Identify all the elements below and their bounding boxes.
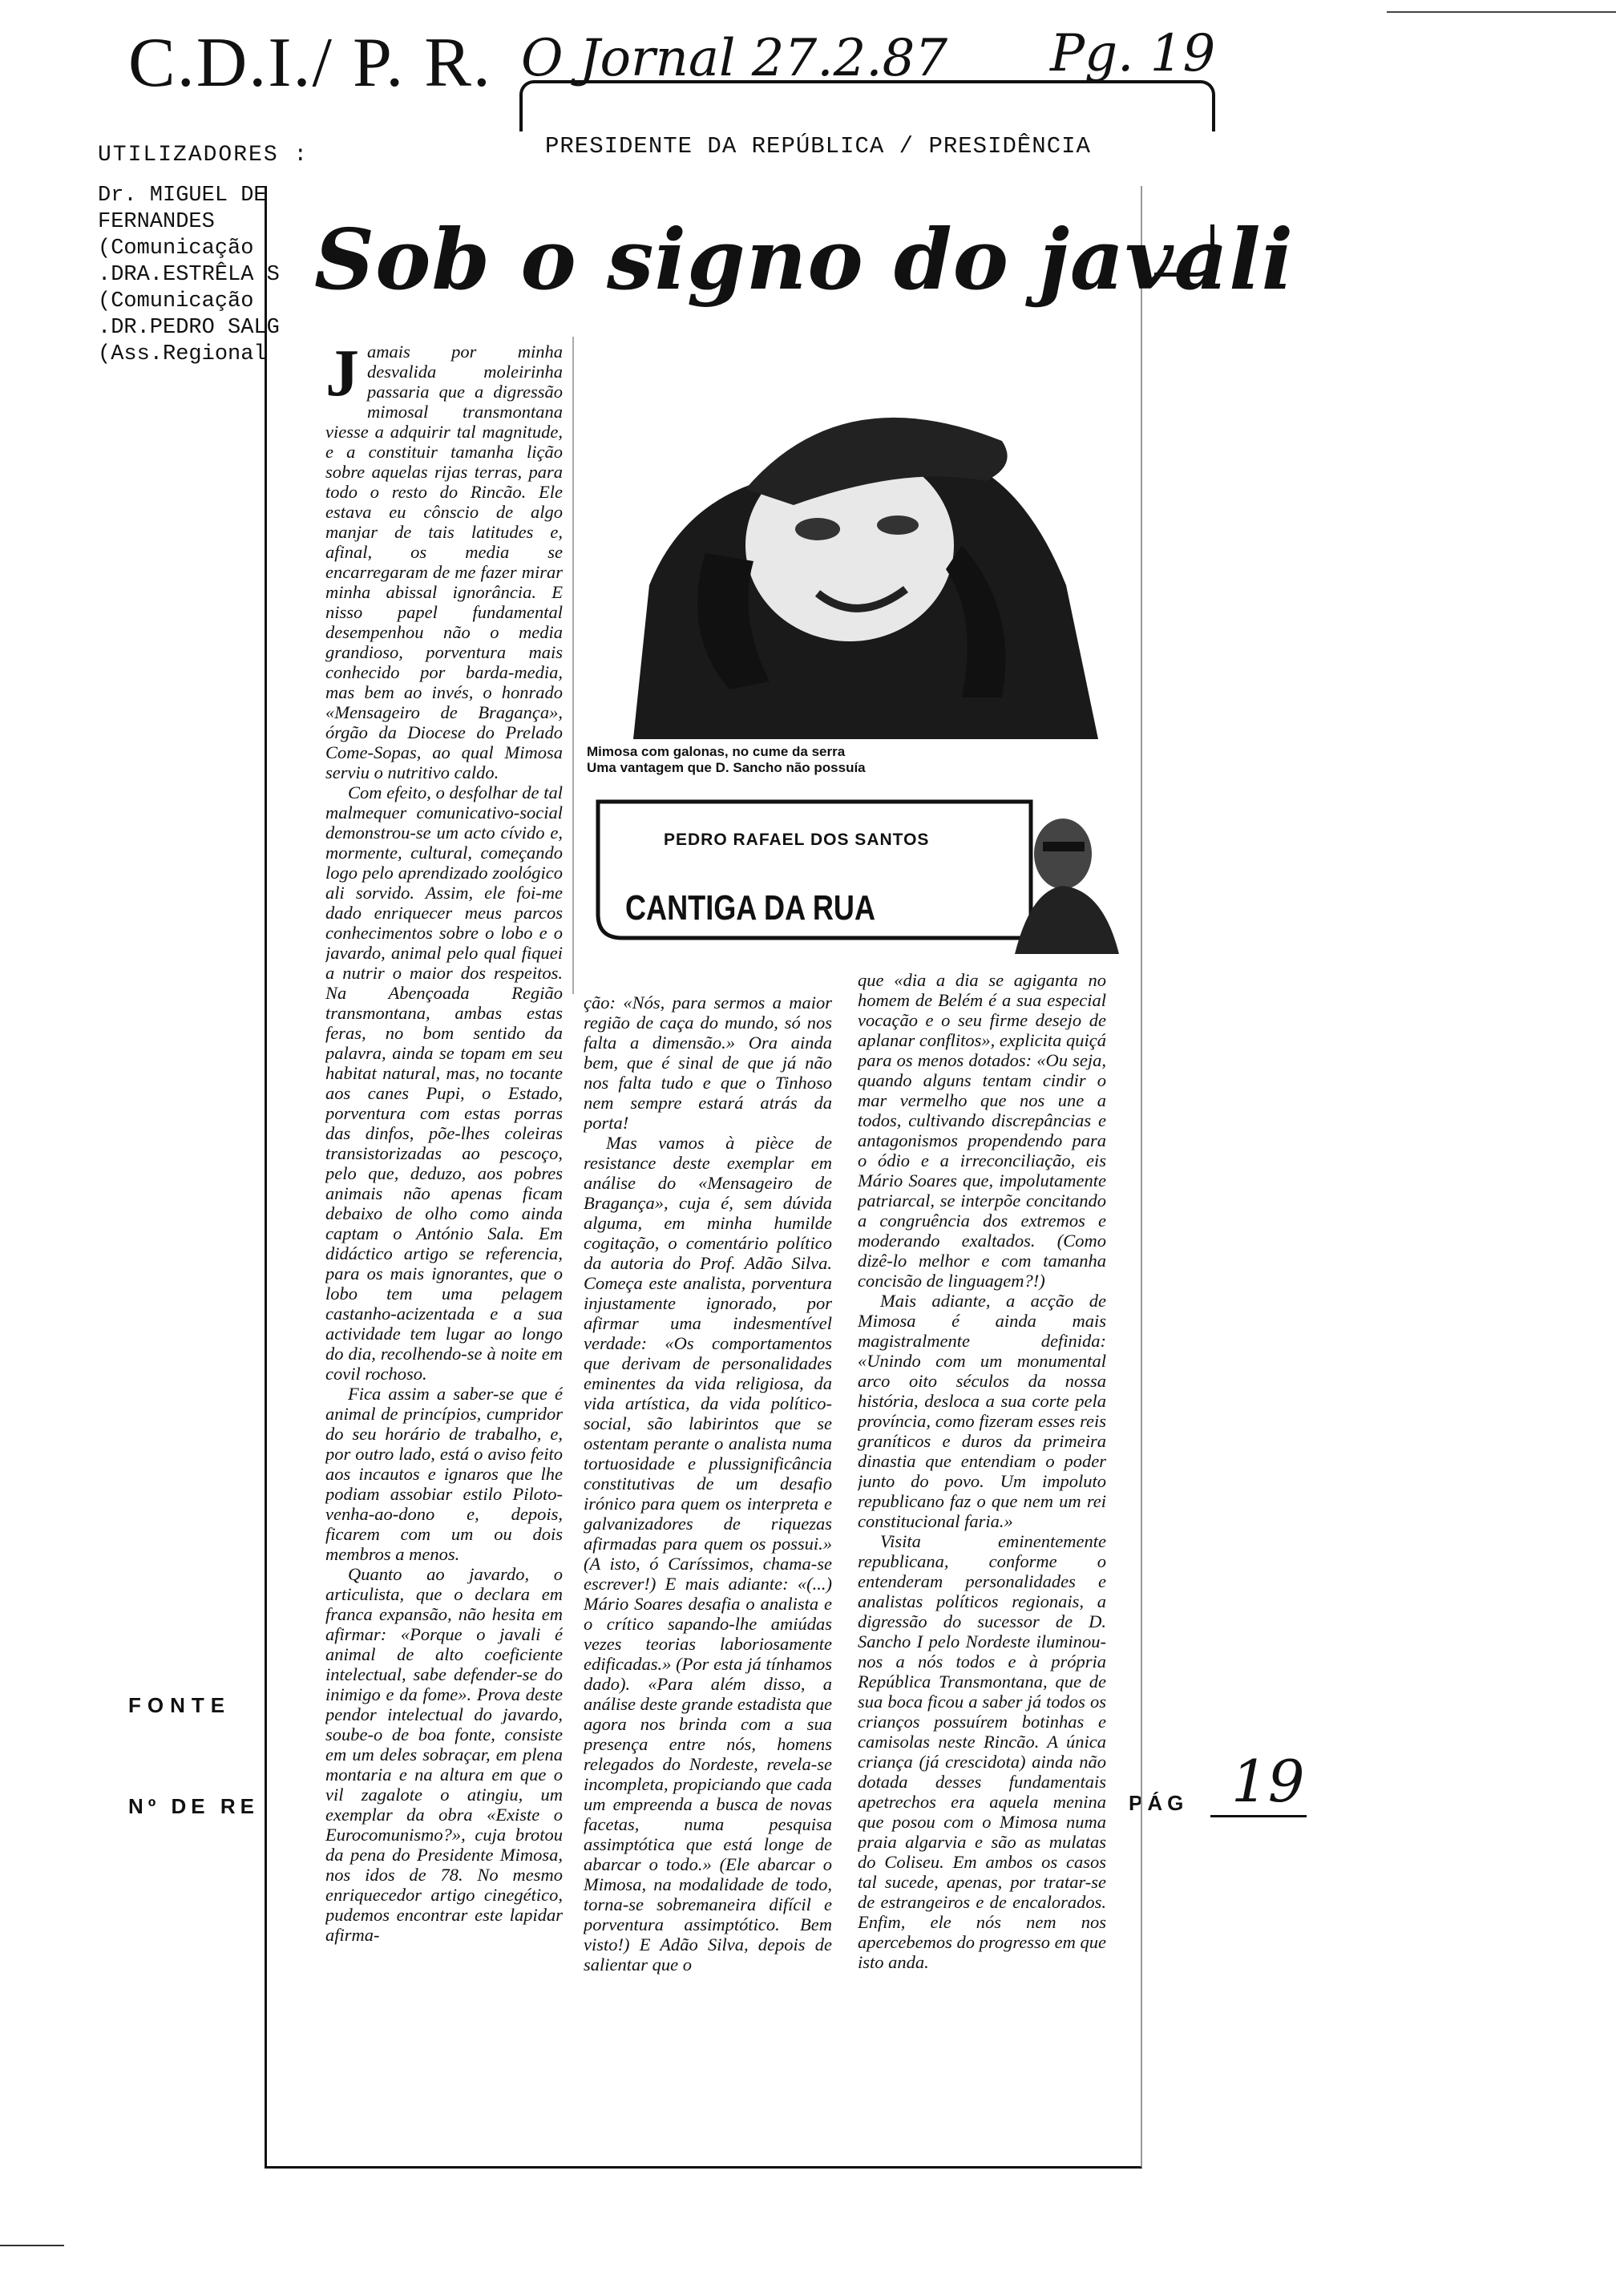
- handwritten-page: Pg. 19: [1050, 24, 1216, 83]
- user-line: FERNANDES: [98, 210, 215, 234]
- user-line: (Comunicação: [98, 289, 254, 313]
- paragraph: Mas vamos à pièce de resistance deste exemplar em análise do «Mensageiro de Bragança», cuja é, sem dúvida alguma, em minha humilde cogitação, o comentário político da autoria do Prof. Adão Silva. Começa este analista, porventura injustamente ignorado, por afirmar uma indesmentível verdade: «Os comportamentos que derivam de personalidades eminentes da vida religiosa, da vida artística, da vida político-social, são labirintos que se ostentam perante o analista numa tortuosidade e plussignificância constitutivas de um desafio irónico para quem os interpreta e galvanizadores de riquezas afirmadas para quem os possui.» (A isto, ó Caríssimos, chama-se escrever!) E mais adiante: «(...) Mário Soares desafia o analista e o crítico sapando-lhe amiúdas vezes teorias laboriosamente edificadas.» (Por esta já tínhamos dado). «Para além disso, a análise deste grande estadista que agora nos brinda com a sua presença entre nós, homens relegados do Nordeste, revela-se incompleta, propiciando que cada um empreenda a busca de novas facetas, numa pesquisa assimptótica que está longe de abarcar o todo.» (Ele abarcar o Mimosa, na modalidade de todo, torna-se sobremaneira difícil e porventura assimptótico. Bem visto!) E Adão Silva, depois de salientar que o: [584, 1133, 832, 1975]
- column-banner: [582, 786, 1127, 954]
- archive-stamp: C.D.I./ P. R.: [128, 24, 492, 102]
- pag-label: PÁG: [1129, 1791, 1189, 1815]
- presidency-line: PRESIDENTE DA REPÚBLICA / PRESIDÊNCIA: [545, 133, 1091, 160]
- column-title: CANTIGA DA RUA: [625, 888, 876, 928]
- user-line: (Ass.Regional: [98, 342, 267, 366]
- article-column-2: [584, 992, 832, 2147]
- pag-handwritten: 19: [1231, 1748, 1305, 1815]
- user-line: (Comunicação: [98, 236, 254, 261]
- article-photo: [585, 345, 1105, 739]
- paragraph: Fica assim a saber-se que é animal de princípios, cumpridor do seu horário de trabalho, e, por outro lado, está o aviso feito aos incautos e ignaros que lhe podiam assobiar estilo Piloto-venha-ao-dono e, depois, ficarem com um ou dois membros a menos.: [325, 1384, 563, 1564]
- paragraph: Mais adiante, a acção de Mimosa é ainda mais magistralmente definida: «Unindo com um monumental arco oito séculos da nossa história, desloca a sua corte pela província, como fizeram esses reis graníticos e duros da primeira dinastia que entendiam o poder junto do povo. Um impoluto republicano faz o que nem um rei constitucional faria.»: [858, 1291, 1106, 1531]
- paragraph: que «dia a dia se agiganta no homem de Belém é a sua especial vocação e o seu firme desejo de aplanar conflitos», explicita quiçá para os menos dotados: «Ou seja, quando alguns tentam cindir o mar vermelho que nos une a todos, cultivando discrepâncias e antagonismos propendendo para o ódio e a irreconciliação, eis Mário Soares que, impolutamente patriarcal, se interpõe concitando a congruência dos extremos e moderando exaltados. (Como dizê-lo melhor e com tamanha concisão de linguagem?!): [858, 970, 1106, 1291]
- paragraph-text: amais por minha desvalida moleirinha passaria que a digressão mimosal transmontana viesse a adquirir tal magnitude, e a constituir tamanha lição sobre aquelas rijas terras, para todo o resto do Rincão. Ele estava eu cônscio de algo manjar de tais latitudes e, afinal, os media se encarregaram de me fazer mirar minha abissal ignorância. E nisso papel fundamental desempenhou não o media grandioso, porventura mais conhecido por barda-media, mas bem ao invés, o honrado «Mensageiro de Bragança», órgão da Diocese do Prelado Come-Sopas, ao qual Mimosa serviu o nutritivo caldo.: [325, 342, 563, 782]
- column-rule: [572, 337, 574, 994]
- users-list: [98, 183, 290, 368]
- user-line: .DR.PEDRO SALG: [98, 316, 280, 340]
- photo-caption: [587, 744, 1106, 776]
- caption-line: Uma vantagem que D. Sancho não possuía: [587, 760, 866, 775]
- article-column-1: [325, 342, 563, 2145]
- paragraph: Com efeito, o desfolhar de tal malmequer comunicativo-social demonstrou-se um acto cívido e, mormente, cultural, começando logo pelo aprendizado zoológico ali sorvido. Assim, ele foi-me dado enriquecer meus parcos conhecimentos sobre o lobo e o javardo, animal pelo qual fiquei a nutrir o maior dos respeitos. Na Abençoada Região transmontana, ambas estas feras, no bom sentido da palavra, ainda se topam em seu habitat natural, mas, no tocante aos canes Pupi, o Estado, porventura com estas porras das dinfos, põe-lhes coleiras transistorizadas ao pescoço, pelo que, deduzo, aos pobres animais não apenas ficam debaixo de olho como ainda captam o António Sala. Em didáctico artigo se referencia, para os mais ignorantes, que o lobo tem uma pelagem castanho-acizentada e a sua actividade tem lugar ao longo do dia, recolhendo-se à noite em covil rochoso.: [325, 782, 563, 1384]
- bracket-top: [519, 80, 1215, 131]
- column-banner-frame: [582, 786, 1127, 954]
- paragraph: [325, 342, 563, 782]
- paragraph: ção: «Nós, para sermos a maior região de caça do mundo, só nos falta a dimensão.» Ora ainda bem, que é sinal de que já não nos falta tudo e que o Tinhoso nem sempre estará atrás da porta!: [584, 992, 832, 1133]
- article-column-3: [858, 970, 1106, 2148]
- nre-label: Nº DE RE: [128, 1794, 259, 1818]
- photo-portrait-image: [585, 345, 1105, 739]
- top-rule: [1387, 11, 1616, 13]
- user-line: .DRA.ESTRÊLA S: [98, 263, 280, 287]
- user-line: Dr. MIGUEL DE: [98, 184, 267, 208]
- handwritten-source: O Jornal 27.2.87: [521, 29, 948, 88]
- users-label: UTILIZADORES :: [98, 143, 309, 168]
- author-name: PEDRO RAFAEL DOS SANTOS: [664, 831, 930, 849]
- headline: Sob o signo do javali: [314, 210, 1295, 309]
- paragraph: Quanto ao javardo, o articulista, que o declara em franca expansão, não hesita em afirmar: «Porque o javali é animal de alto coeficiente intelectual, sabe defender-se do inimigo e da fome». Prova deste pendor intelectual do javardo, soube-o de boa fonte, consiste em um deles sobraçar, em plena montaria e na altura em que o vil zagalote o atingiu, um exemplar da obra «Existe o Eurocomunismo?», cuja brotou da pena do Presidente Mimosa, nos idos de 78. No mesmo enriquecedor artigo cinegético, pudemos encontrar este lapidar afirma-: [325, 1564, 563, 1945]
- bottom-rule: [0, 2245, 64, 2246]
- pag-line: [1210, 1815, 1307, 1817]
- drop-cap: J: [325, 342, 359, 410]
- paragraph: Visita eminentemente republicana, conforme o entenderam personalidades e analistas políticos regionais, a digressão do sucessor de D. Sancho I pelo Nordeste iluminou-nos a nós todos e à própria República Transmontana, que de sua boca ficou a saber já todos os crianços possuírem botinhas e camisolas neste Rincão. A única criança (já crescidota) ainda não dotada desses fundamentais apetrechos era aquela menina que posou com o Mimosa numa praia algarvia e são as mulatas do Coliseu. Em ambos os casos tal sucede, apenas, por tratar-se de estrangeiros e de encalorados. Enfim, ele nós nem nos apercebemos do progresso em que isto anda.: [858, 1531, 1106, 1972]
- fonte-label: FONTE: [128, 1693, 232, 1717]
- caption-line: Mimosa com galonas, no cume da serra: [587, 744, 846, 759]
